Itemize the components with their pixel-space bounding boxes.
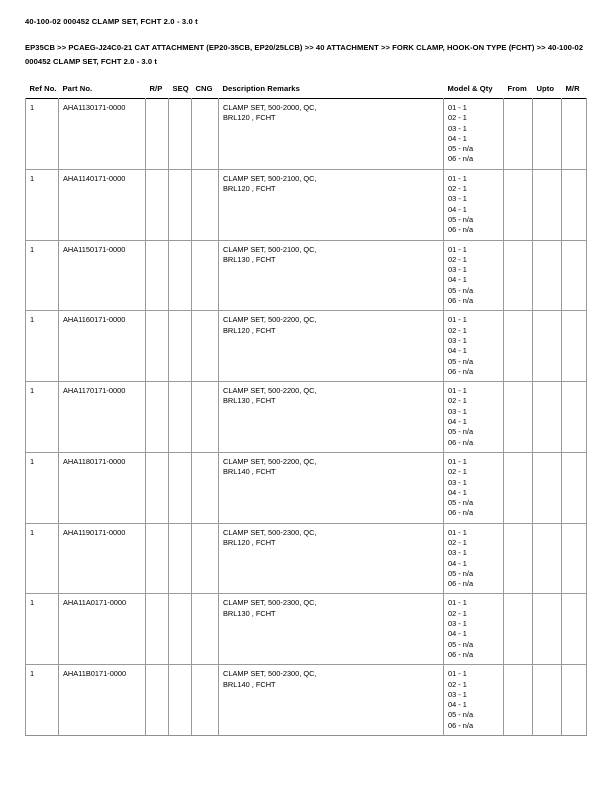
model-qty-entry: 04 - 1 xyxy=(448,346,467,356)
column-header-model-qty: Model & Qty xyxy=(447,84,493,93)
model-qty-entry: 06 - n/a xyxy=(448,296,474,306)
model-qty-entry: 06 - n/a xyxy=(448,225,474,235)
cell-description-remarks xyxy=(219,382,444,453)
cell-description-remarks xyxy=(219,452,444,523)
table-header xyxy=(26,84,587,99)
description-line: CLAMP SET, 500-2200, QC, xyxy=(223,386,317,396)
ref-no-value: 1 xyxy=(30,315,35,325)
part-no-value: AHA1150171-0000 xyxy=(63,244,126,254)
model-qty-entry: 04 - 1 xyxy=(448,487,467,497)
model-qty-entry: 06 - n/a xyxy=(448,720,474,730)
cell-mr xyxy=(562,99,587,170)
cell-cng xyxy=(192,523,219,594)
part-no-value: AHA1160171-0000 xyxy=(63,315,126,325)
model-qty-entry: 06 - n/a xyxy=(448,154,474,164)
model-qty-entry: 05 - n/a xyxy=(448,144,474,154)
cell-part-no xyxy=(59,240,146,311)
description-line: BRL120 , FCHT xyxy=(223,184,276,194)
cell-cng xyxy=(192,99,219,170)
model-qty-entry: 04 - 1 xyxy=(448,417,467,427)
model-qty-entry: 02 - 1 xyxy=(448,254,467,264)
table-row[interactable] xyxy=(26,594,587,665)
cell-rp xyxy=(146,311,169,382)
model-qty-entry: 02 - 1 xyxy=(448,396,467,406)
cell-from xyxy=(504,311,533,382)
column-header-from: From xyxy=(507,84,527,93)
parts-table xyxy=(25,84,587,736)
ref-no-value: 1 xyxy=(30,669,35,679)
cell-rp xyxy=(146,523,169,594)
model-qty-entry: 04 - 1 xyxy=(448,204,467,214)
cell-ref-no xyxy=(26,665,59,736)
table-row[interactable] xyxy=(26,99,587,170)
ref-no-value: 1 xyxy=(30,244,35,254)
model-qty-entry: 04 - 1 xyxy=(448,275,467,285)
cell-mr xyxy=(562,382,587,453)
cell-from xyxy=(504,665,533,736)
model-qty-entry: 03 - 1 xyxy=(448,265,467,275)
model-qty-entry: 01 - 1 xyxy=(448,173,467,183)
cell-seq xyxy=(169,452,192,523)
description-line: BRL130 , FCHT xyxy=(223,396,276,406)
model-qty-entry: 06 - n/a xyxy=(448,437,474,447)
cell-model-qty xyxy=(444,169,504,240)
part-no-value: AHA1180171-0000 xyxy=(63,456,126,466)
cell-from xyxy=(504,523,533,594)
cell-upto xyxy=(533,311,562,382)
cell-part-no xyxy=(59,99,146,170)
description-line: CLAMP SET, 500-2100, QC, xyxy=(223,173,317,183)
cell-seq xyxy=(169,594,192,665)
part-no-value: AHA1190171-0000 xyxy=(63,527,126,537)
part-no-value: AHA11A0171-0000 xyxy=(63,598,127,608)
table-row[interactable] xyxy=(26,240,587,311)
model-qty-entry: 02 - 1 xyxy=(448,679,467,689)
ref-no-value: 1 xyxy=(30,456,35,466)
cell-ref-no xyxy=(26,382,59,453)
part-no-value: AHA11B0171-0000 xyxy=(63,669,127,679)
cell-model-qty xyxy=(444,594,504,665)
model-qty-entry: 01 - 1 xyxy=(448,456,467,466)
model-qty-entry: 02 - 1 xyxy=(448,184,467,194)
table-row[interactable] xyxy=(26,452,587,523)
cell-rp xyxy=(146,169,169,240)
cell-cng xyxy=(192,594,219,665)
description-line: BRL130 , FCHT xyxy=(223,608,276,618)
description-line: CLAMP SET, 500-2300, QC, xyxy=(223,527,317,537)
model-qty-entry: 02 - 1 xyxy=(448,113,467,123)
model-qty-entry: 04 - 1 xyxy=(448,700,467,710)
description-line: BRL140 , FCHT xyxy=(223,679,276,689)
cell-rp xyxy=(146,382,169,453)
description-line: CLAMP SET, 500-2300, QC, xyxy=(223,669,317,679)
cell-cng xyxy=(192,452,219,523)
cell-mr xyxy=(562,523,587,594)
cell-mr xyxy=(562,452,587,523)
model-qty-entry: 05 - n/a xyxy=(448,285,474,295)
description-line: CLAMP SET, 500-2000, QC, xyxy=(223,103,317,112)
column-header-description-remarks: Description Remarks xyxy=(222,84,300,93)
cell-part-no xyxy=(59,382,146,453)
cell-model-qty xyxy=(444,452,504,523)
model-qty-entry: 05 - n/a xyxy=(448,498,474,508)
cell-model-qty xyxy=(444,311,504,382)
model-qty-entry: 02 - 1 xyxy=(448,608,467,618)
model-qty-entry: 02 - 1 xyxy=(448,467,467,477)
cell-model-qty xyxy=(444,382,504,453)
column-header-upto: Upto xyxy=(536,84,555,93)
cell-description-remarks xyxy=(219,169,444,240)
part-no-value: AHA1170171-0000 xyxy=(63,386,126,396)
cell-upto xyxy=(533,523,562,594)
table-row[interactable] xyxy=(26,665,587,736)
cell-ref-no xyxy=(26,240,59,311)
cell-from xyxy=(504,594,533,665)
ref-no-value: 1 xyxy=(30,103,35,112)
cell-upto xyxy=(533,594,562,665)
cell-cng xyxy=(192,311,219,382)
table-row[interactable] xyxy=(26,311,587,382)
cell-mr xyxy=(562,594,587,665)
model-qty-entry: 03 - 1 xyxy=(448,194,467,204)
model-qty-entry: 06 - n/a xyxy=(448,366,474,376)
cell-part-no xyxy=(59,452,146,523)
cell-mr xyxy=(562,240,587,311)
model-qty-entry: 02 - 1 xyxy=(448,537,467,547)
model-qty-entry: 01 - 1 xyxy=(448,244,467,254)
description-line: BRL140 , FCHT xyxy=(223,467,276,477)
description-line: CLAMP SET, 500-2200, QC, xyxy=(223,315,317,325)
description-line: CLAMP SET, 500-2100, QC, xyxy=(223,244,317,254)
description-line: BRL130 , FCHT xyxy=(223,254,276,264)
cell-seq xyxy=(169,523,192,594)
model-qty-entry: 05 - n/a xyxy=(448,427,474,437)
cell-ref-no xyxy=(26,169,59,240)
cell-ref-no xyxy=(26,523,59,594)
table-header-row xyxy=(26,84,587,99)
cell-ref-no xyxy=(26,452,59,523)
model-qty-entry: 01 - 1 xyxy=(448,103,467,112)
model-qty-entry: 03 - 1 xyxy=(448,406,467,416)
model-qty-entry: 01 - 1 xyxy=(448,386,467,396)
description-line: CLAMP SET, 500-2200, QC, xyxy=(223,456,317,466)
cell-from xyxy=(504,169,533,240)
description-line: CLAMP SET, 500-2300, QC, xyxy=(223,598,317,608)
cell-part-no xyxy=(59,169,146,240)
cell-ref-no xyxy=(26,594,59,665)
table-row[interactable] xyxy=(26,523,587,594)
cell-part-no xyxy=(59,594,146,665)
cell-description-remarks xyxy=(219,523,444,594)
cell-upto xyxy=(533,452,562,523)
model-qty-entry: 04 - 1 xyxy=(448,133,467,143)
model-qty-entry: 03 - 1 xyxy=(448,548,467,558)
cell-upto xyxy=(533,169,562,240)
cell-cng xyxy=(192,169,219,240)
breadcrumb: EP35CB >> PCAEG-J24C0-21 CAT ATTACHMENT (EP20-35CB, EP20/25LCB) >> 40 ATTACHMENT >> FORK CLAMP, HOOK-ON TYPE (FCHT) >> 40-100-02 000452 CLAMP SET, FCHT 2.0 - 3.0 t xyxy=(25,43,584,66)
model-qty-entry: 05 - n/a xyxy=(448,356,474,366)
model-qty-entry: 06 - n/a xyxy=(448,649,474,659)
cell-mr xyxy=(562,169,587,240)
cell-description-remarks xyxy=(219,665,444,736)
ref-no-value: 1 xyxy=(30,386,35,396)
cell-cng xyxy=(192,240,219,311)
model-qty-entry: 06 - n/a xyxy=(448,508,474,518)
table-body xyxy=(26,99,587,736)
model-qty-entry: 02 - 1 xyxy=(448,325,467,335)
model-qty-entry: 01 - 1 xyxy=(448,669,467,679)
model-qty-entry: 01 - 1 xyxy=(448,315,467,325)
model-qty-entry: 05 - n/a xyxy=(448,710,474,720)
cell-model-qty xyxy=(444,665,504,736)
cell-upto xyxy=(533,382,562,453)
model-qty-entry: 03 - 1 xyxy=(448,477,467,487)
cell-seq xyxy=(169,665,192,736)
description-line: BRL120 , FCHT xyxy=(223,113,276,123)
column-header-cng: CNG xyxy=(195,84,213,93)
ref-no-value: 1 xyxy=(30,173,35,183)
model-qty-entry: 03 - 1 xyxy=(448,123,467,133)
model-qty-entry: 06 - n/a xyxy=(448,579,474,589)
model-qty-entry: 04 - 1 xyxy=(448,629,467,639)
description-line: BRL120 , FCHT xyxy=(223,325,276,335)
cell-seq xyxy=(169,311,192,382)
column-header-mr: M/R xyxy=(565,84,580,93)
cell-mr xyxy=(562,311,587,382)
cell-seq xyxy=(169,382,192,453)
page-title: 40-100-02 000452 CLAMP SET, FCHT 2.0 - 3.0 t xyxy=(25,17,198,26)
part-no-value: AHA1130171-0000 xyxy=(63,103,126,112)
part-no-value: AHA1140171-0000 xyxy=(63,173,126,183)
cell-cng xyxy=(192,382,219,453)
cell-rp xyxy=(146,99,169,170)
cell-model-qty xyxy=(444,240,504,311)
cell-ref-no xyxy=(26,311,59,382)
cell-seq xyxy=(169,240,192,311)
model-qty-entry: 03 - 1 xyxy=(448,689,467,699)
cell-seq xyxy=(169,99,192,170)
cell-rp xyxy=(146,665,169,736)
cell-model-qty xyxy=(444,99,504,170)
cell-rp xyxy=(146,240,169,311)
cell-upto xyxy=(533,240,562,311)
table-row[interactable] xyxy=(26,382,587,453)
column-header-ref-no: Ref No. xyxy=(29,84,57,93)
cell-seq xyxy=(169,169,192,240)
cell-description-remarks xyxy=(219,594,444,665)
model-qty-entry: 03 - 1 xyxy=(448,335,467,345)
table-row[interactable] xyxy=(26,169,587,240)
cell-from xyxy=(504,382,533,453)
description-line: BRL120 , FCHT xyxy=(223,537,276,547)
cell-upto xyxy=(533,665,562,736)
cell-from xyxy=(504,240,533,311)
cell-description-remarks xyxy=(219,311,444,382)
column-header-seq: SEQ xyxy=(172,84,189,93)
model-qty-entry: 05 - n/a xyxy=(448,214,474,224)
cell-upto xyxy=(533,99,562,170)
cell-ref-no xyxy=(26,99,59,170)
ref-no-value: 1 xyxy=(30,598,35,608)
ref-no-value: 1 xyxy=(30,527,35,537)
model-qty-entry: 05 - n/a xyxy=(448,568,474,578)
cell-cng xyxy=(192,665,219,736)
cell-description-remarks xyxy=(219,99,444,170)
column-header-part-no: Part No. xyxy=(62,84,93,93)
model-qty-entry: 01 - 1 xyxy=(448,527,467,537)
cell-mr xyxy=(562,665,587,736)
cell-part-no xyxy=(59,311,146,382)
cell-from xyxy=(504,452,533,523)
model-qty-entry: 03 - 1 xyxy=(448,619,467,629)
cell-model-qty xyxy=(444,523,504,594)
model-qty-entry: 05 - n/a xyxy=(448,639,474,649)
cell-from xyxy=(504,99,533,170)
cell-part-no xyxy=(59,665,146,736)
model-qty-entry: 04 - 1 xyxy=(448,558,467,568)
cell-description-remarks xyxy=(219,240,444,311)
cell-part-no xyxy=(59,523,146,594)
column-header-rp: R/P xyxy=(149,84,163,93)
cell-rp xyxy=(146,594,169,665)
cell-rp xyxy=(146,452,169,523)
model-qty-entry: 01 - 1 xyxy=(448,598,467,608)
